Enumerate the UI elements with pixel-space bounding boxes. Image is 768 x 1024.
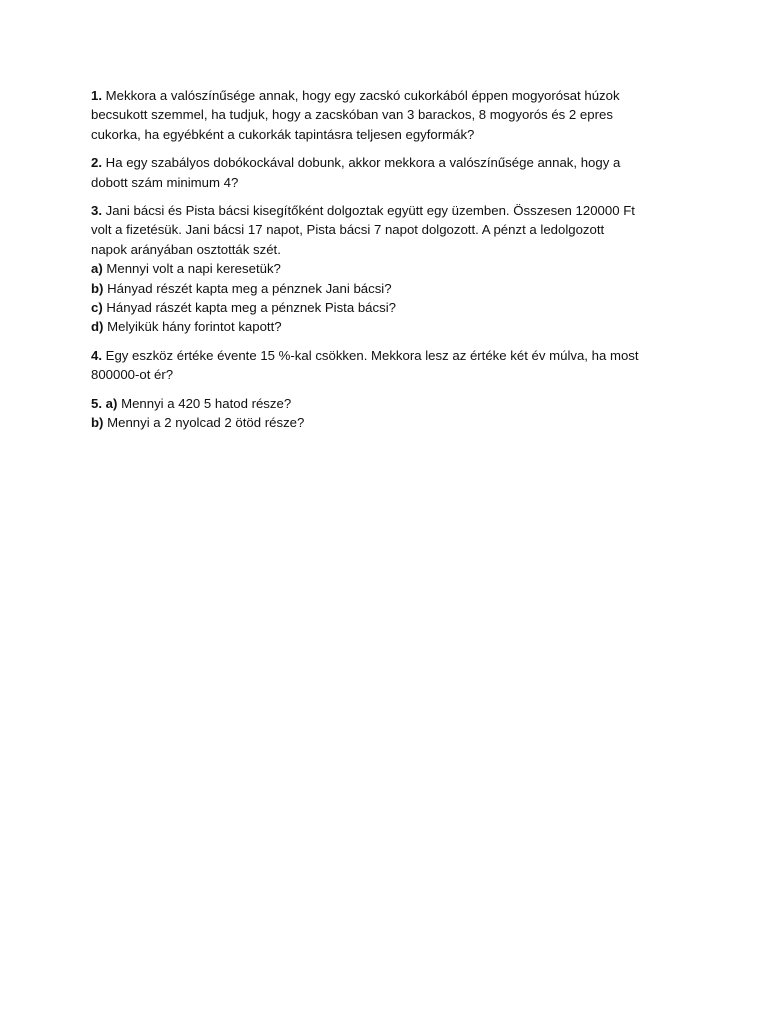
- sub-text: Mennyi volt a napi keresetük?: [106, 261, 281, 277]
- sub-question-b: [91, 413, 681, 432]
- problem-text: 800000-ot ér?: [91, 367, 174, 383]
- sub-question-c: [91, 298, 681, 317]
- problem-number: 2.: [91, 155, 102, 171]
- problem-line: [91, 153, 681, 172]
- problem-text: cukorka, ha egyébként a cukorkák tapintásra teljesen egyformák?: [91, 126, 475, 142]
- sub-label: a): [105, 395, 118, 411]
- sub-label: b): [91, 280, 104, 296]
- problem-5: [91, 394, 681, 433]
- problem-line: [91, 346, 681, 365]
- sub-question-a: [91, 259, 681, 278]
- problem-text: becsukott szemmel, ha tudjuk, hogy a zacskóban van 3 barackos, 8 mogyorós és 2 epres: [91, 107, 613, 123]
- sub-text: Hányad részét kapta meg a pénznek Jani bácsi?: [107, 280, 392, 296]
- problem-text: napok arányában osztották szét.: [91, 241, 281, 257]
- sub-question-d: [91, 317, 681, 336]
- document-page: [91, 86, 681, 442]
- problem-3: [91, 201, 681, 337]
- problem-number: 5.: [91, 395, 102, 411]
- sub-question-b: [91, 279, 681, 298]
- problem-line: [91, 86, 681, 105]
- sub-label: c): [91, 300, 103, 316]
- problem-number: 3.: [91, 203, 102, 219]
- sub-text: Mennyi a 420 5 hatod része?: [121, 395, 292, 411]
- problem-line: [91, 201, 681, 220]
- problem-text: Egy eszköz értéke évente 15 %-kal csökken. Mekkora lesz az értéke két év múlva, ha most: [105, 347, 639, 363]
- problem-text: volt a fizetésük. Jani bácsi 17 napot, Pista bácsi 7 napot dolgozott. A pénzt a ledolgozott: [91, 222, 605, 238]
- problem-2: [91, 153, 681, 192]
- problem-text: dobott szám minimum 4?: [91, 174, 239, 190]
- problem-text: Ha egy szabályos dobókockával dobunk, akkor mekkora a valószínűsége annak, hogy a: [105, 155, 621, 171]
- sub-label: a): [91, 261, 103, 277]
- sub-text: Hányad rászét kapta meg a pénznek Pista bácsi?: [106, 300, 396, 316]
- problem-number: 4.: [91, 347, 102, 363]
- problem-number: 1.: [91, 88, 102, 103]
- problem-4: [91, 346, 681, 385]
- sub-text: Melyikük hány forintot kapott?: [107, 319, 282, 335]
- problem-text: Mekkora a valószínűsége annak, hogy egy zacskó cukorkából éppen mogyorósat húzok: [105, 88, 620, 103]
- sub-label: d): [91, 319, 104, 335]
- problem-line: [91, 394, 681, 413]
- sub-label: b): [91, 415, 104, 431]
- problem-text: Jani bácsi és Pista bácsi kisegítőként dolgoztak együtt egy üzemben. Összesen 120000 Ft: [105, 203, 635, 219]
- problem-1: [91, 86, 681, 144]
- sub-text: Mennyi a 2 nyolcad 2 ötöd része?: [107, 415, 305, 431]
